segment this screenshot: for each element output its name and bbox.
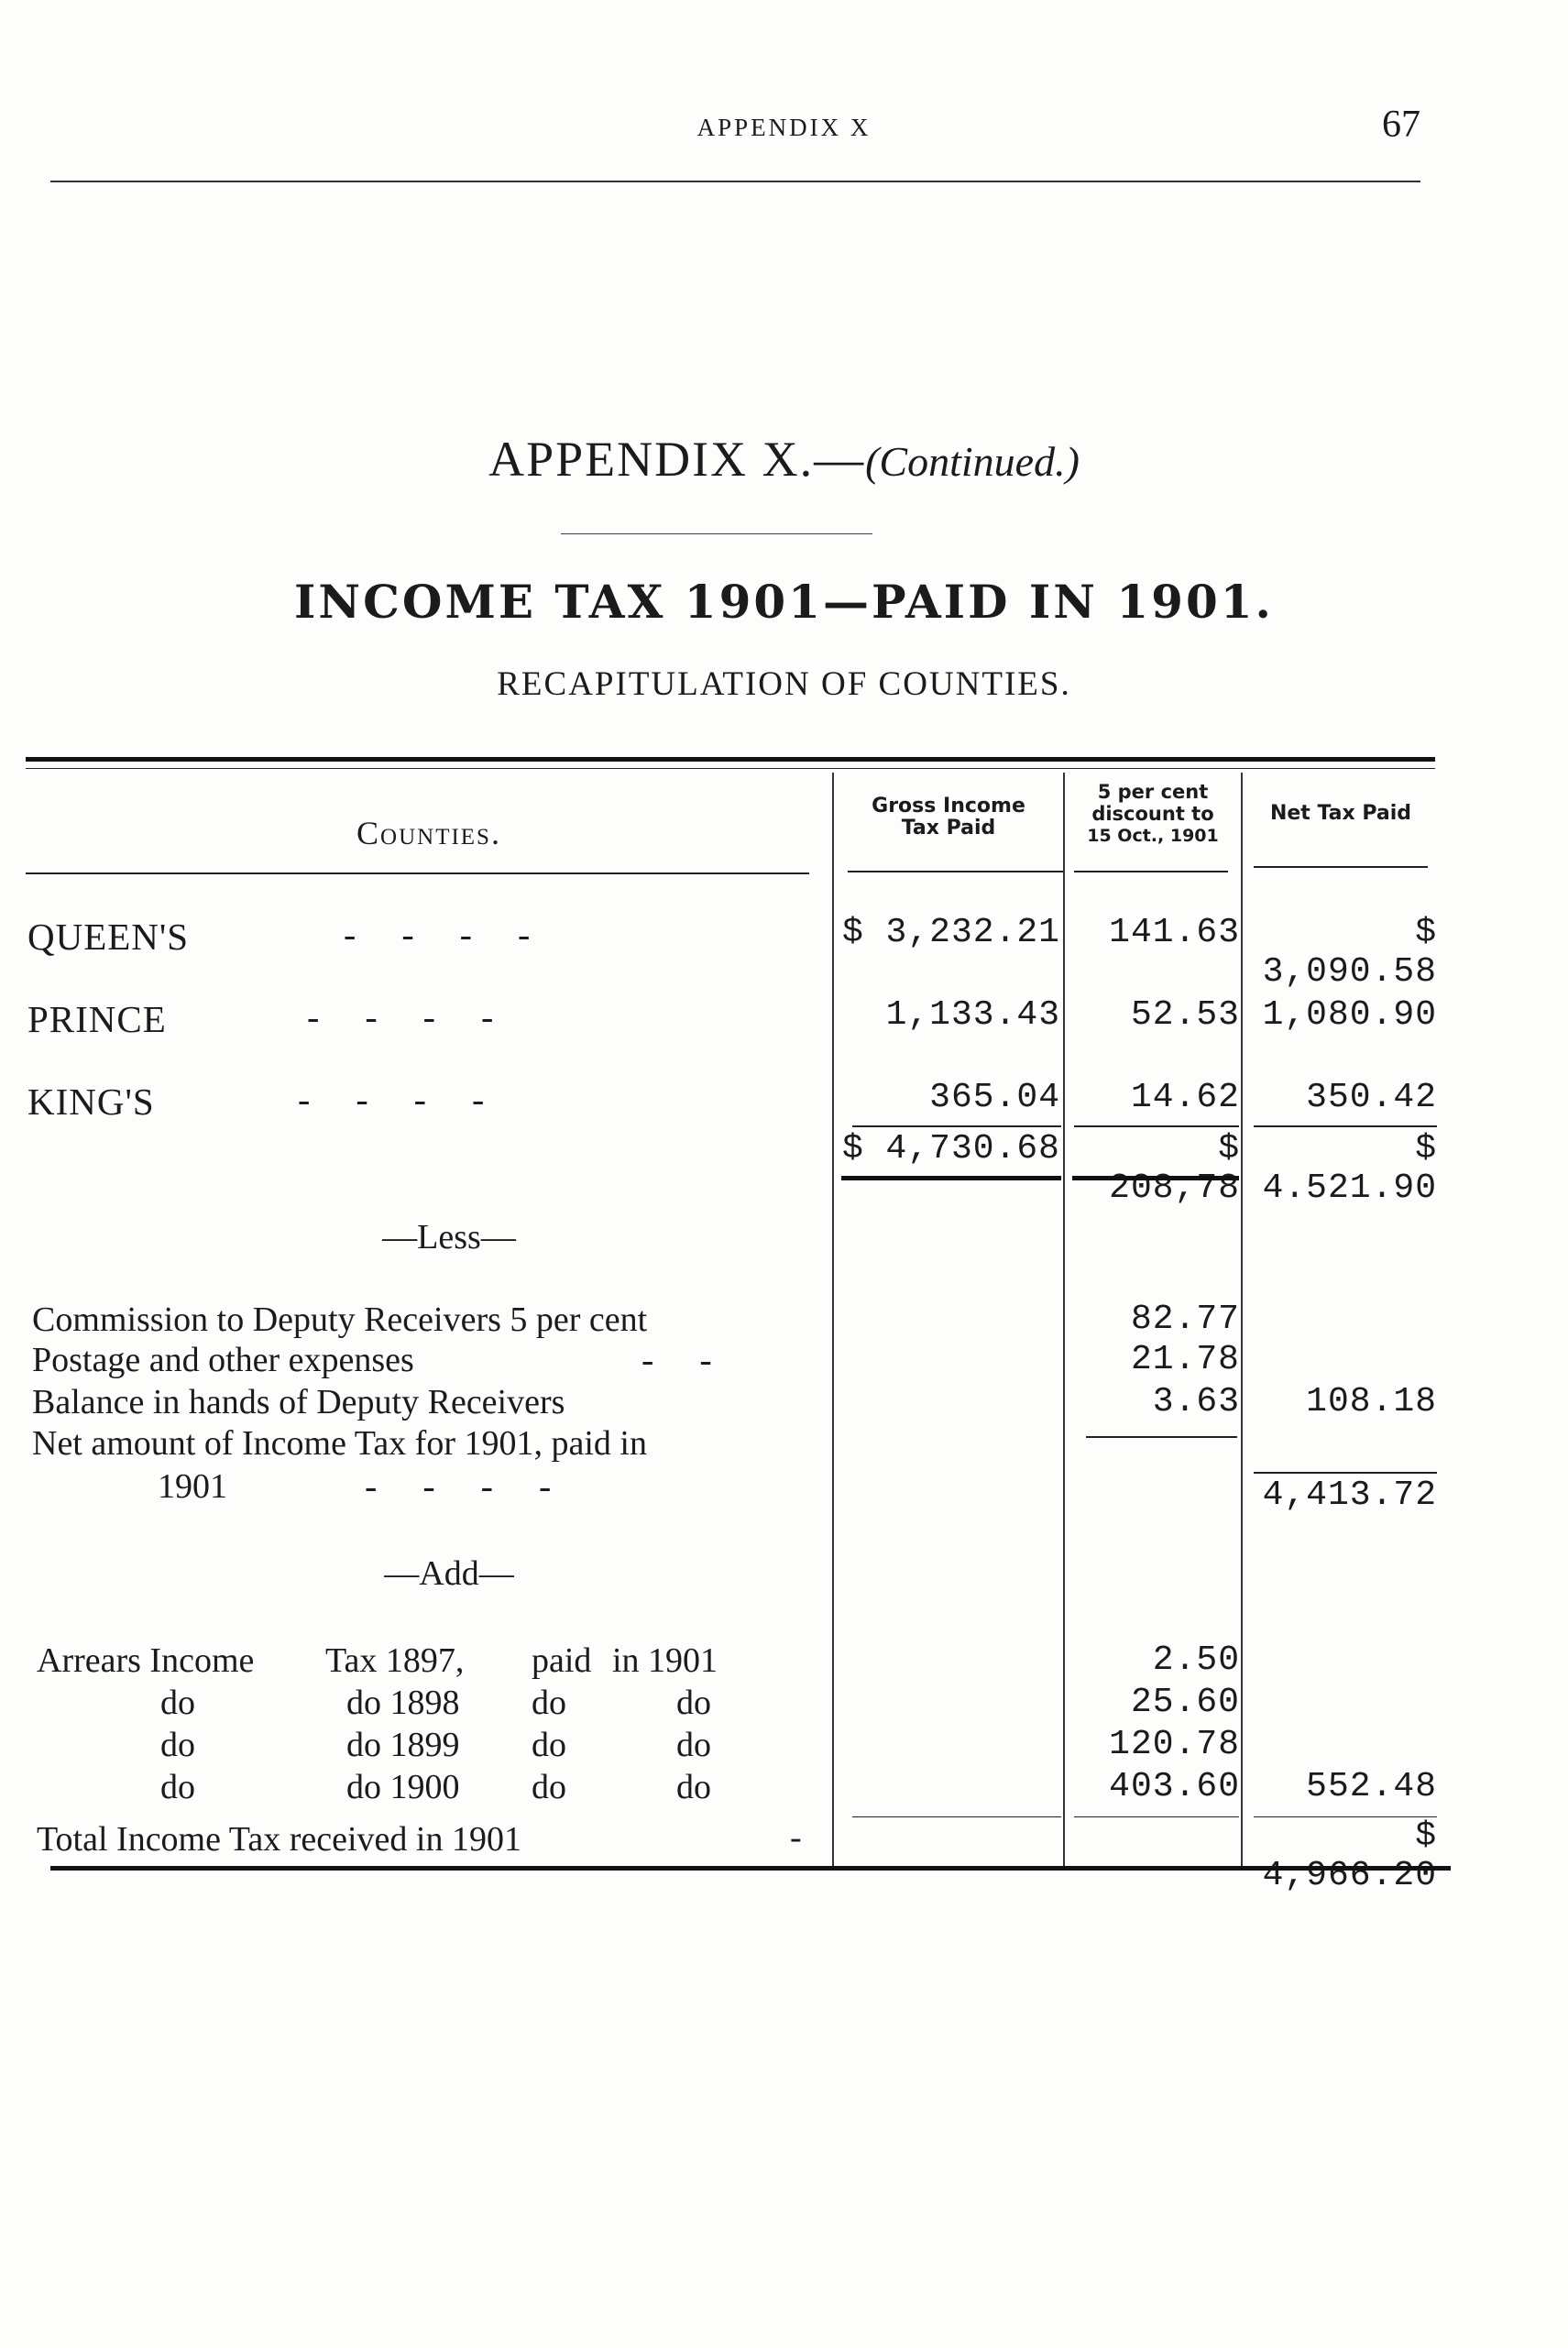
arrears-1900-c1: do [160,1768,195,1806]
title-main: APPENDIX X.— [488,432,866,487]
less-total: 108.18 [1306,1382,1437,1421]
grand-total-rule-discount [1074,1816,1239,1817]
arrears-1897-c3: paid [532,1641,592,1680]
arrears-1898-c3: do [532,1684,566,1722]
table-top-rule-thin [26,768,1435,769]
table-bottom-rule [50,1866,1451,1871]
header-rule [50,181,1420,182]
title-continued: (Continued.) [865,438,1080,485]
table-subtitle: INCOME TAX 1901—PAID IN 1901. [294,575,1274,629]
balance-label: Balance in hands of Deputy Receivers [32,1383,565,1421]
recapitulation-heading: RECAPITULATION OF COUNTIES. [497,665,1071,703]
arrears-1899-c4: do [676,1726,711,1764]
less-subtotal-rule [1086,1436,1237,1438]
arrears-1899-c1: do [160,1726,195,1764]
header-bottom-rule-net [1254,866,1428,868]
dash-leader: - - - - [307,996,494,1037]
discount-header-line1: 5 per cent [1097,781,1209,803]
dash-leader: - - - - [344,914,531,955]
net-total: $ 4.521.90 [1262,1129,1437,1208]
arrears-1898-c4: do [676,1684,711,1722]
net-tax-header: Net Tax Paid [1269,802,1412,825]
discount-header [1066,781,1240,847]
discount-header-line3: 15 Oct., 1901 [1087,826,1219,846]
arrears-1898-value: 25.60 [1130,1683,1240,1722]
county-name-queens: QUEEN'S [27,916,190,958]
arrears-1899-value: 120.78 [1109,1725,1240,1764]
county-name-prince: PRINCE [27,998,167,1040]
title-rule [561,533,872,534]
arrears-1899-c2: do 1899 [346,1726,460,1764]
discount-header-line2: discount to [1091,803,1214,825]
gross-header-line2: Tax Paid [901,817,996,839]
arrears-1900-c2: do 1900 [346,1768,460,1806]
gross-total: $ 4,730.68 [841,1129,1060,1169]
queens-gross: $ 3,232.21 [841,913,1060,952]
arrears-1900-c3: do [532,1768,566,1806]
queens-discount: 141.63 [1109,913,1240,952]
dash-leader: - - - - [298,1079,485,1120]
arrears-1897-c4: in 1901 [612,1641,718,1680]
gross-income-header [836,795,1061,839]
grand-total-dash: - [790,1818,802,1857]
header-bottom-rule-gross [848,871,1063,872]
arrears-1900-value: 403.60 [1109,1767,1240,1806]
gross-header-line1: Gross Income [872,795,1025,817]
prince-net: 1,080.90 [1262,995,1437,1035]
header-bottom-rule-counties [26,872,809,874]
running-title: APPENDIX X [696,114,872,141]
county-name-kings: KING'S [27,1081,155,1123]
discount-total-underline [1072,1176,1239,1180]
column-divider-2 [1063,773,1065,1868]
less-heading: —Less— [382,1218,516,1256]
commission-label: Commission to Deputy Receivers 5 per cent [32,1300,648,1339]
table-top-rule [26,757,1435,762]
header-bottom-rule-discount [1074,871,1228,872]
arrears-1897-value: 2.50 [1152,1640,1240,1680]
net-amount-rule [1254,1472,1437,1474]
balance-value: 3.63 [1152,1382,1240,1421]
net-subtotal-rule [1254,1125,1437,1127]
gross-subtotal-rule [852,1125,1061,1127]
postage-value: 21.78 [1130,1340,1240,1379]
counties-column-header: Counties. [356,815,501,851]
arrears-1899-c3: do [532,1726,566,1764]
add-heading: —Add— [384,1554,514,1593]
postage-label: Postage and other expenses [32,1341,414,1379]
net-amount-label-line2: 1901 [158,1467,227,1506]
prince-discount: 52.53 [1130,995,1240,1035]
arrears-1898-c2: do 1898 [346,1684,460,1722]
gross-total-underline [841,1176,1061,1180]
kings-discount: 14.62 [1130,1078,1240,1117]
arrears-1897-c2: Tax 1897, [325,1641,465,1680]
net-amount-label-line1: Net amount of Income Tax for 1901, paid in [32,1424,647,1463]
page-title [0,431,1568,488]
grand-total-value: $ 4,966.20 [1262,1816,1437,1895]
discount-subtotal-rule [1074,1125,1239,1127]
column-divider-3 [1241,773,1243,1868]
prince-gross: 1,133.43 [885,995,1060,1035]
grand-total-label: Total Income Tax received in 1901 [37,1820,521,1859]
arrears-1897-c1: Arrears Income [37,1641,255,1680]
kings-gross: 365.04 [929,1078,1060,1117]
page-number: 67 [1382,104,1420,146]
net-amount-total: 4,413.72 [1262,1476,1437,1515]
arrears-1898-c1: do [160,1684,195,1722]
arrears-1900-c4: do [676,1768,711,1806]
kings-net: 350.42 [1306,1078,1437,1117]
grand-total-rule-gross [852,1816,1061,1817]
queens-net: $ 3,090.58 [1262,913,1437,992]
postage-dashes: - - [641,1339,712,1380]
arrears-total: 552.48 [1306,1767,1437,1806]
discount-total: $ 208,78 [1109,1129,1240,1208]
net-amount-dashes: - - - - [365,1465,552,1507]
column-divider-1 [832,773,834,1868]
commission-value: 82.77 [1130,1300,1240,1339]
